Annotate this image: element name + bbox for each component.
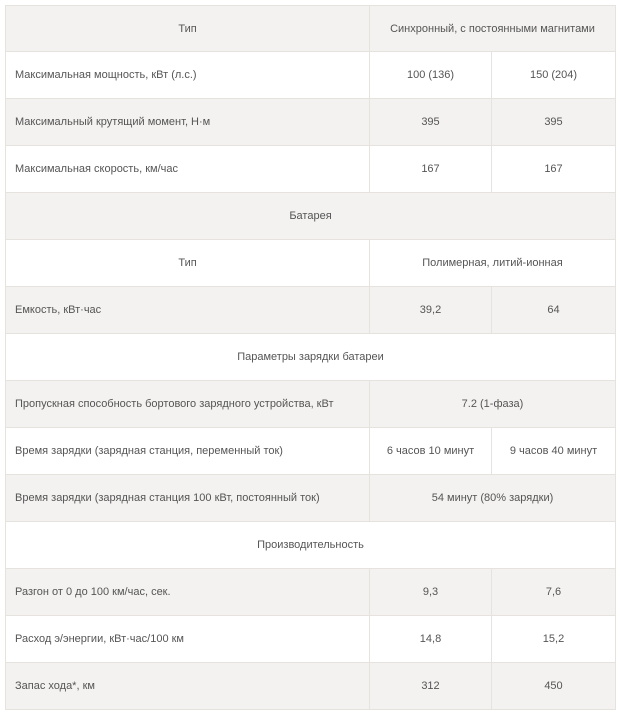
row-label: Время зарядки (зарядная станция 100 кВт, постоянный ток)	[6, 475, 370, 522]
table-row	[6, 663, 616, 710]
row-value-1: 167	[370, 146, 492, 193]
row-value-1: 395	[370, 99, 492, 146]
row-label: Максимальная мощность, кВт (л.с.)	[6, 52, 370, 99]
row-label: Разгон от 0 до 100 км/час, сек.	[6, 569, 370, 616]
row-value-2: 150 (204)	[492, 52, 616, 99]
row-label: Запас хода*, км	[6, 663, 370, 710]
specs-table	[5, 5, 616, 710]
row-label: Время зарядки (зарядная станция, переменный ток)	[6, 428, 370, 475]
table-row	[6, 6, 616, 52]
row-value-2: 450	[492, 663, 616, 710]
row-value-1: 6 часов 10 минут	[370, 428, 492, 475]
section-heading: Батарея	[6, 193, 616, 240]
table-row	[6, 240, 616, 287]
table-row	[6, 146, 616, 193]
row-value-merged: 7.2 (1-фаза)	[370, 381, 616, 428]
table-row	[6, 381, 616, 428]
table-row	[6, 616, 616, 663]
table-row	[6, 475, 616, 522]
section-row	[6, 193, 616, 240]
row-value-1: 39,2	[370, 287, 492, 334]
row-label: Расход э/энергии, кВт·час/100 км	[6, 616, 370, 663]
row-value-merged: Полимерная, литий-ионная	[370, 240, 616, 287]
table-row	[6, 428, 616, 475]
row-value-1: 14,8	[370, 616, 492, 663]
row-value-1: 100 (136)	[370, 52, 492, 99]
row-value-merged: 54 минут (80% зарядки)	[370, 475, 616, 522]
row-label: Пропускная способность бортового зарядного устройства, кВт	[6, 381, 370, 428]
row-value-2: 64	[492, 287, 616, 334]
row-label: Максимальная скорость, км/час	[6, 146, 370, 193]
section-row	[6, 334, 616, 381]
section-heading: Параметры зарядки батареи	[6, 334, 616, 381]
row-value-2: 15,2	[492, 616, 616, 663]
row-value-2: 167	[492, 146, 616, 193]
table-row	[6, 287, 616, 334]
row-label: Максимальный крутящий момент, Н·м	[6, 99, 370, 146]
table-row	[6, 99, 616, 146]
section-heading: Производительность	[6, 522, 616, 569]
row-value-1: 9,3	[370, 569, 492, 616]
section-row	[6, 522, 616, 569]
row-label: Емкость, кВт·час	[6, 287, 370, 334]
row-label: Тип	[6, 6, 370, 52]
row-value-1: 312	[370, 663, 492, 710]
row-label: Тип	[6, 240, 370, 287]
table-row	[6, 569, 616, 616]
row-value-2: 395	[492, 99, 616, 146]
row-value-2: 9 часов 40 минут	[492, 428, 616, 475]
row-value-merged: Синхронный, с постоянными магнитами	[370, 6, 616, 52]
table-row	[6, 52, 616, 99]
row-value-2: 7,6	[492, 569, 616, 616]
